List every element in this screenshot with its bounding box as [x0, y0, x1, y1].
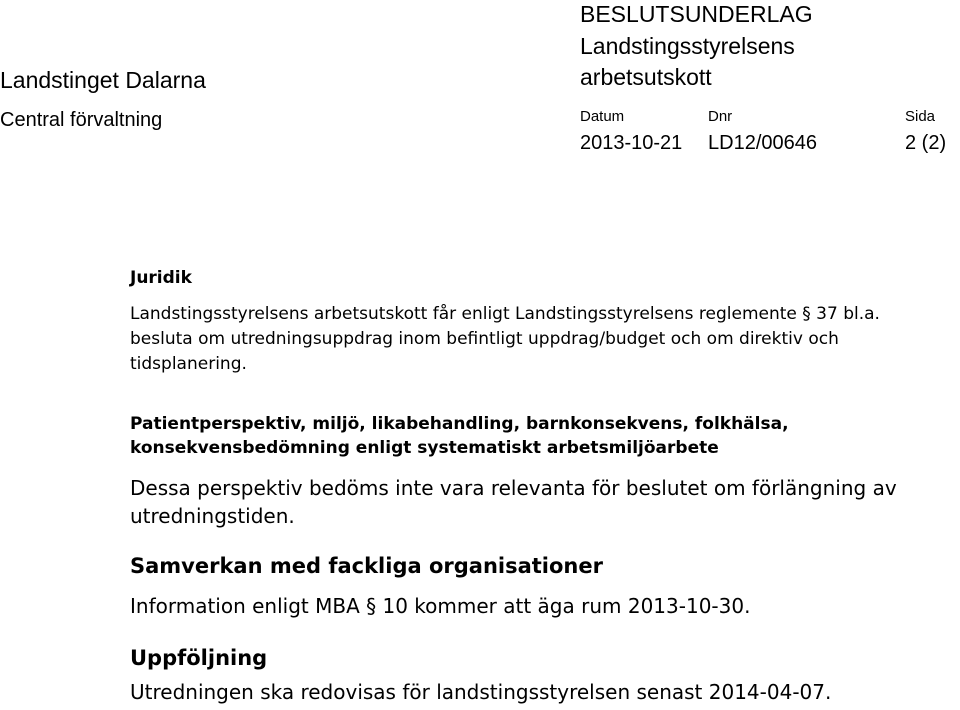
page-number: 2 (2) — [905, 132, 947, 154]
dnr-value: LD12/00646 — [708, 132, 817, 154]
organization-name: Landstinget Dalarna — [0, 67, 206, 93]
section-text-uppfoljning: Utredningen ska redovisas för landstingsstyrelsen senast 2014-04-07. — [130, 680, 832, 704]
section-heading-uppfoljning: Uppföljning — [130, 646, 268, 670]
organization-unit: Central förvaltning — [0, 109, 163, 131]
document-recipient-line1: Landstingsstyrelsens — [580, 33, 795, 59]
date-label: Datum — [580, 108, 625, 125]
page-label: Sida — [905, 108, 936, 125]
section-text-samverkan: Information enligt MBA § 10 kommer att äga rum 2013-10-30. — [130, 594, 751, 618]
section-heading-perspektiv: Patientperspektiv, miljö, likabehandling, barnkonsekvens, folkhälsa, konsekvensbedömning enligt systematiskt arbetsmiljöarbete — [130, 414, 789, 458]
section-text-perspektiv: Dessa perspektiv bedöms inte vara relevanta för beslutet om förlängning av utredningstiden. — [130, 476, 897, 528]
section-heading-juridik: Juridik — [130, 268, 192, 288]
section-text-juridik: Landstingsstyrelsens arbetsutskott får enligt Landstingsstyrelsens reglemente § 37 bl.a. besluta om utredningsuppdrag inom befintligt uppdrag/budget och om direktiv och tidsplanering. — [130, 304, 880, 374]
date-value: 2013-10-21 — [580, 132, 683, 154]
document-type: BESLUTSUNDERLAG — [580, 1, 813, 27]
document-recipient-line2: arbetsutskott — [580, 64, 712, 90]
dnr-label: Dnr — [708, 108, 733, 125]
section-heading-samverkan: Samverkan med fackliga organisationer — [130, 554, 603, 578]
